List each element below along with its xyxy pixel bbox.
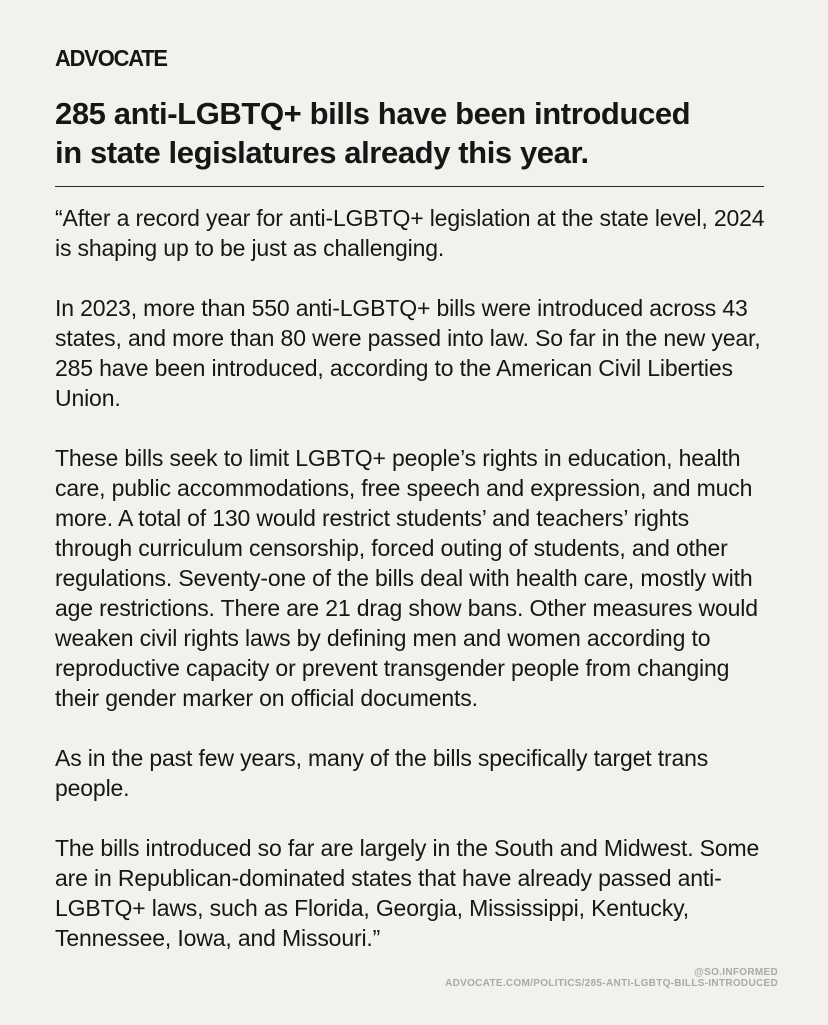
- quote-body: [55, 203, 767, 953]
- headline: [55, 94, 775, 172]
- paragraph-2: In 2023, more than 550 anti-LGBTQ+ bills were introduced across 43 states, and more than 80 were passed into law. So far in the new year, 285 have been introduced, according to the American Civil Liberties Union.: [55, 295, 761, 411]
- headline-line-1: 285 anti-LGBTQ+ bills have been introduced: [55, 96, 691, 131]
- paragraph-5: The bills introduced so far are largely in the South and Midwest. Some are in Republican-dominated states that have already passed anti-LGBTQ+ laws, such as Florida, Georgia, Mississippi, Kentucky, Tennessee, Iowa, and Missouri.”: [55, 835, 760, 951]
- paragraph-1: “After a record year for anti-LGBTQ+ legislation at the state level, 2024 is shaping up to be just as challenging.: [55, 205, 765, 261]
- source-url: ADVOCATE.COM/POLITICS/285-ANTI-LGBTQ-BILLS-INTRODUCED: [445, 978, 778, 989]
- paragraph-4: As in the past few years, many of the bills specifically target trans people.: [55, 745, 709, 801]
- brand-logo: ADVOCATE: [55, 45, 167, 71]
- source-footer: [445, 967, 778, 989]
- headline-line-2: in state legislatures already this year.: [55, 135, 589, 170]
- article-card: [55, 0, 765, 1025]
- divider: [55, 186, 764, 187]
- social-handle: @SO.INFORMED: [694, 967, 778, 978]
- paragraph-3: These bills seek to limit LGBTQ+ people’s rights in education, health care, public accommodations, free speech and expression, and much more. A total of 130 would restrict students’ and teachers’ rights through curriculum censorship, forced outing of students, and other regulations. Seventy-one of the bills deal with health care, mostly with age restrictions. There are 21 drag show bans. Other measures would weaken civil rights laws by defining men and women according to reproductive capacity or prevent transgender people from changing their gender marker on official documents.: [55, 445, 758, 711]
